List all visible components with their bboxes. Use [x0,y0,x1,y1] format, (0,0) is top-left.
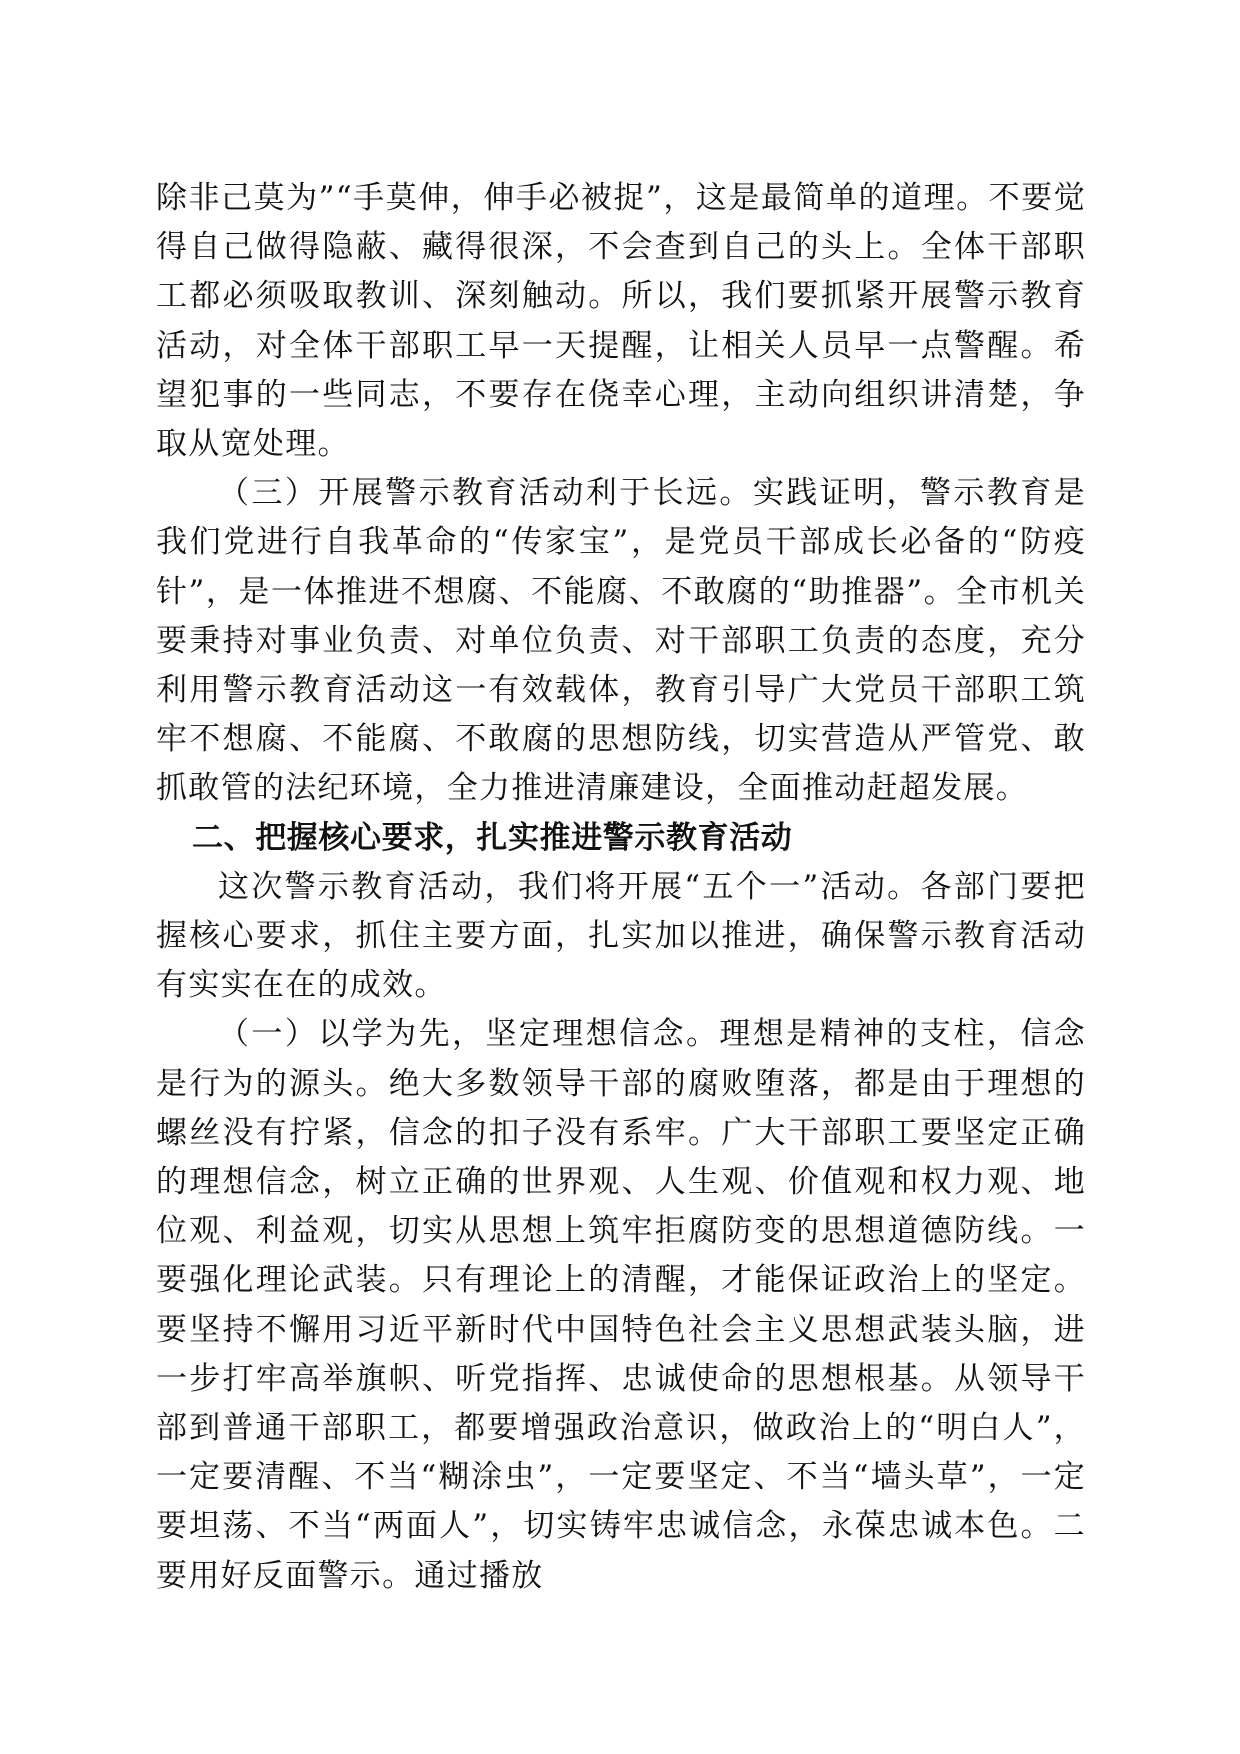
paragraph-continued: 除非己莫为”“手莫伸，伸手必被捉”，这是最简单的道理。不要觉得自己做得隐蔽、藏得很深，不会查到自己的头上。全体干部职工都必须吸取教训、深刻触动。所以，我们要抓紧开展警示教育活动，对全体干部职工早一天提醒，让相关人员早一点警醒。希望犯事的一些同志，不要存在侥幸心理，主动向组织讲清楚，争取从宽处理。 [156,180,1086,463]
document-body [156,174,1086,1601]
section-heading-two: 二、把握核心要求，扎实推进警示教育活动 [192,819,793,856]
paragraph-intro: 这次警示教育活动，我们将开展“五个一”活动。各部门要把握核心要求，抓住主要方面，扎实加以推进，确保警示教育活动有实实在在的成效。 [156,868,1086,1004]
paragraph-section-three: （三）开展警示教育活动利于长远。实践证明，警示教育是我们党进行自我革命的“传家宝”，是党员干部成长必备的“防疫针”，是一体推进不想腐、不能腐、不敢腐的“助推器”。全市机关要秉持对事业负责、对单位负责、对干部职工负责的态度，充分利用警示教育活动这一有效载体，教育引导广大党员干部职工筑牢不想腐、不能腐、不敢腐的思想防线，切实营造从严管党、敢抓敢管的法纪环境，全力推进清廉建设，全面推动赶超发展。 [156,475,1086,807]
paragraph-subsection-one: （一）以学为先，坚定理想信念。理想是精神的支柱，信念是行为的源头。绝大多数领导干部的腐败堕落，都是由于理想的螺丝没有拧紧，信念的扣子没有系牢。广大干部职工要坚定正确的理想信念，树立正确的世界观、人生观、价值观和权力观、地位观、利益观，切实从思想上筑牢拒腐防变的思想道德防线。一要强化理论武装。只有理论上的清醒，才能保证政治上的坚定。要坚持不懈用习近平新时代中国特色社会主义思想武装头脑，进一步打牢高举旗帜、听党指挥、忠诚使命的思想根基。从领导干部到普通干部职工，都要增强政治意识，做政治上的“明白人”，一定要清醒、不当“糊涂虫”，一定要坚定、不当“墙头草”，一定要坦荡、不当“两面人”，切实铸牢忠诚信念，永葆忠诚本色。二要用好反面警示。通过播放 [156,1016,1086,1594]
